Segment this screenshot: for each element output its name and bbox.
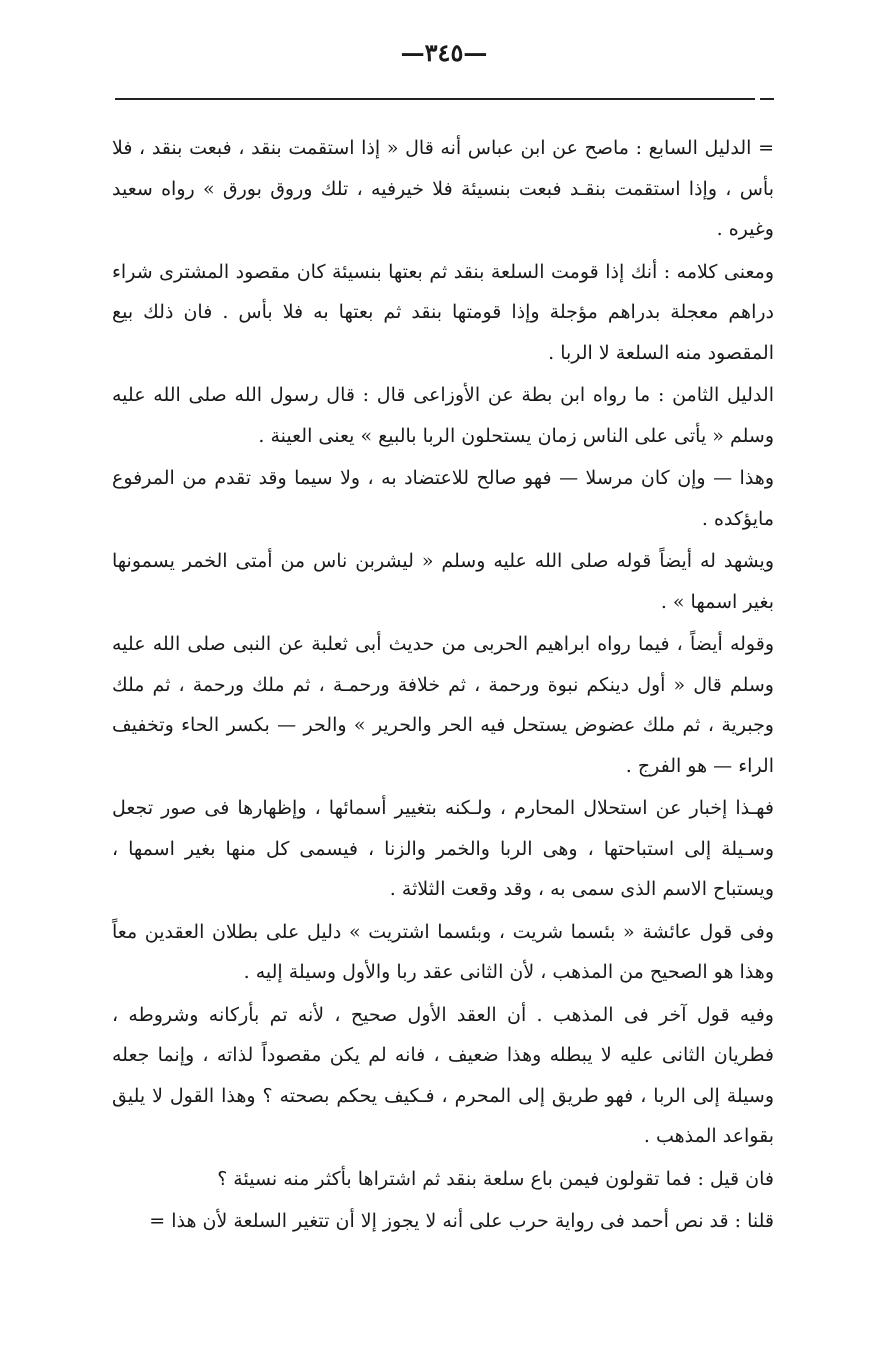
paragraph: الدليل الثامن : ما رواه ابن بطة عن الأوزاعى قال : قال رسول الله صلى الله عليه وسلم « يأتى على الناس زمان يستحلون الربا بالبيع » يعنى العينة .	[112, 384, 774, 447]
paragraph: فان قيل : فما تقولون فيمن باع سلعة بنقد ثم اشتراها بأكثر منه نسيئة ؟	[217, 1167, 774, 1190]
paragraph: قلنا : قد نص أحمد فى رواية حرب على أنه لا يجوز إلا أن تتغير السلعة لأن هذا =	[149, 1210, 774, 1232]
paragraph: ومعنى كلامه : أنك إذا قومت السلعة بنقد ثم بعتها بنسيئة كان مقصود المشترى شراء دراهم معجلة بدراهم مؤجلة وإذا قومتها بنقد ثم بعتها به فلا بأس . فان ذلك بيع المقصود منه السلعة لا الربا .	[112, 260, 774, 364]
header-rule	[115, 98, 755, 100]
page-number: —٣٤٥—	[400, 38, 488, 67]
paragraph: ويشهد له أيضاً قوله صلى الله عليه وسلم « ليشربن ناس من أمتى الخمر يسمونها بغير اسمها » .	[112, 550, 774, 613]
paragraph: فهـذا إخبار عن استحلال المحارم ، ولـكنه بتغيير أسمائها ، وإظهارها فى صور تجعل وسـيلة إلى استباحتها ، وهى الربا والخمر والزنا ، فيسمى كل منها بغير اسمها ، ويستباح الاسم الذى سمى به ، وقد وقعت الثلاثة .	[112, 797, 774, 900]
header-rule-tail	[760, 98, 774, 100]
body-text	[112, 128, 774, 1244]
paragraph: وهذا — وإن كان مرسلا — فهو صالح للاعتضاد به ، ولا سيما وقد تقدم من المرفوع مايؤكده .	[112, 467, 774, 530]
paragraph: وفى قول عائشة « بئسما شريت ، وبئسما اشتريت » دليل على بطلان العقدين معاً وهذا هو الصحيح من المذهب ، لأن الثانى عقد ربا والأول وسيلة إليه .	[112, 920, 774, 983]
paragraph: وقوله أيضاً ، فيما رواه ابراهيم الحربى من حديث أبى ثعلبة عن النبى صلى الله عليه وسلم قال « أول دينكم نبوة ورحمة ، ثم خلافة ورحمـة ، ثم ملك ورحمة ، ثم ملك وجبرية ، ثم ملك عضوض يستحل فيه الحر والحرير » والحر — بكسر الحاء وتخفيف الراء — هو الفرج .	[112, 633, 774, 777]
paragraph: = الدليل السابع : ماصح عن ابن عباس أنه قال « إذا استقمت بنقد ، فبعت بنقد ، فلا بأس ، وإذا استقمت بنقـد فبعت بنسيئة فلا خيرفيه ، تلك وروق بورق » رواه سعيد وغيره .	[112, 137, 774, 240]
paragraph: وفيه قول آخر فى المذهب . أن العقد الأول صحيح ، لأنه تم بأركانه وشروطه ، فطريان الثانى عليه لا يبطله وهذا ضعيف ، فانه لم يكن مقصوداً لذاته ، وإنما جعله وسيلة إلى الربا ، فهو طريق إلى المحرم ، فـكيف يحكم بصحته ؟ وهذا القول لا يليق بقواعد المذهب .	[112, 1003, 774, 1147]
